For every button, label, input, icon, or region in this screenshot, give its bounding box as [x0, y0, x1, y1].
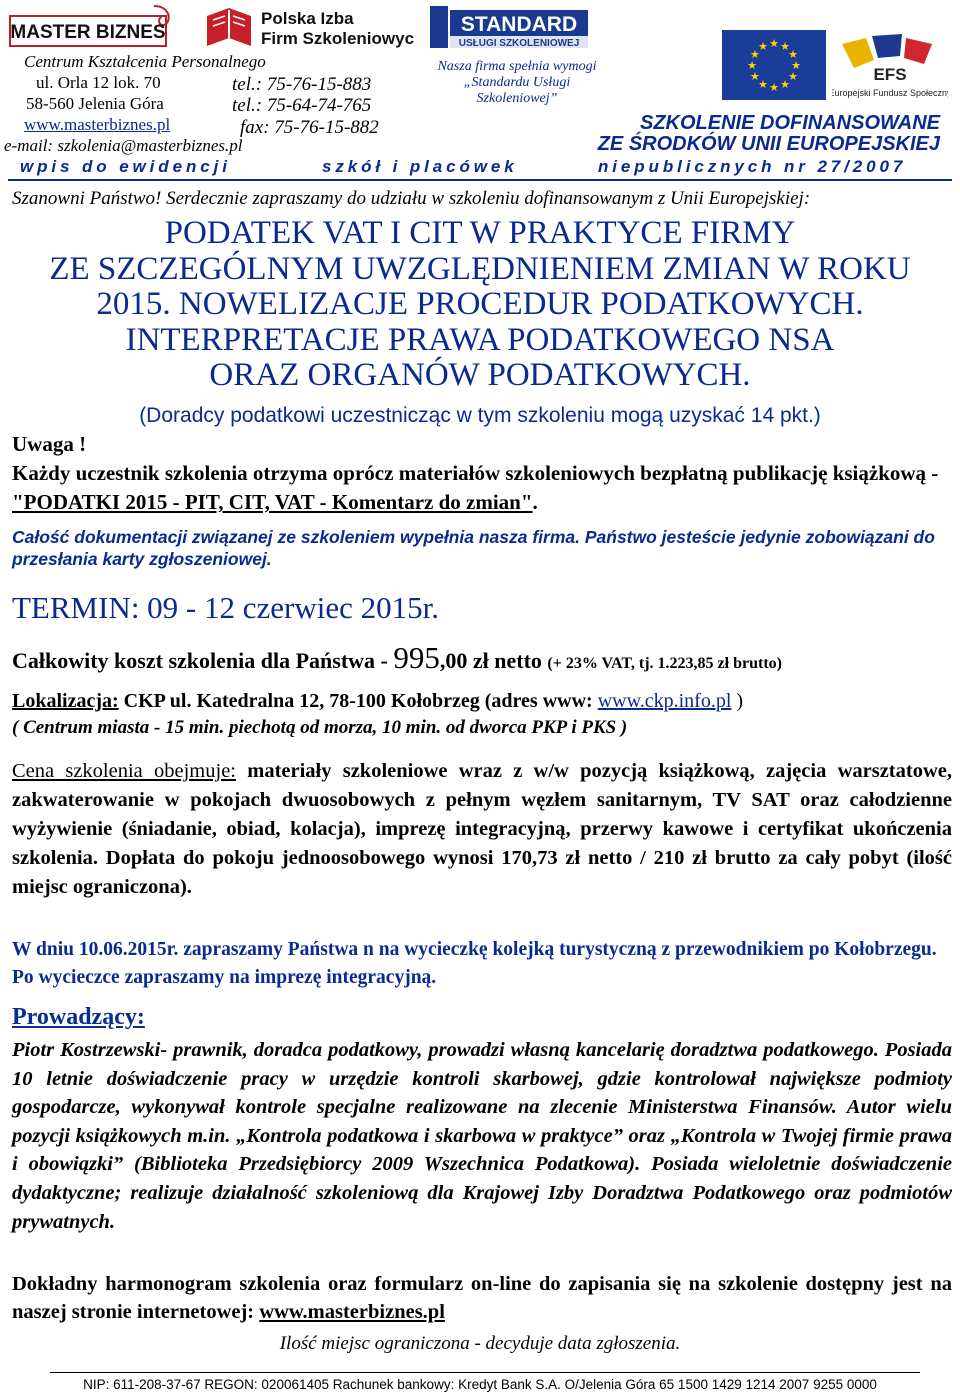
eu-star-icon: ★ [747, 60, 757, 72]
location-address: CKP ul. Katedralna 12, 78-100 Kołobrzeg (adres www: [118, 690, 598, 712]
email-text: e-mail: szkolenia@masterbiznes.pl [4, 136, 243, 155]
efs-text-1: Europejski Fundusz Społeczny [832, 88, 948, 98]
publication-title: "PODATKI 2015 - PIT, CIT, VAT - Komentarz do zmian" [12, 490, 533, 514]
footer-company-details: NIP: 611-208-37-67 REGON: 020061405 Rachunek bankowy: Kredyt Bank S.A. O/Jelenia Góra 65 1500 1429 1214 2007 9255 0000 [83, 1377, 877, 1392]
location-close: ) [731, 690, 744, 712]
phone-2: tel.: 75-64-74-765 [232, 95, 372, 116]
free-publication-end: . [532, 490, 538, 514]
eu-star-icon: ★ [769, 82, 779, 94]
course-dates: TERMIN: 09 - 12 czerwiec 2015r. [12, 590, 439, 625]
location [12, 690, 743, 713]
header-divider [8, 179, 952, 181]
standard-subtext: USŁUGI SZKOLENIOWEJ [458, 38, 580, 48]
location-distance: ( Centrum miasta - 15 min. piechotą od morza, 10 min. od dworca PKP i PKS ) [12, 717, 628, 738]
standard-note-line1: Nasza firma spełnia wymogi [437, 59, 597, 74]
location-label: Lokalizacja: [12, 690, 119, 712]
pifs-text-1: Polska Izba [261, 9, 354, 28]
website-link[interactable]: www.masterbiznes.pl [24, 115, 171, 134]
price-includes [12, 757, 952, 902]
cofinancing-line2: ZE ŚRODKÓW UNII EUROPEJSKIEJ [597, 133, 940, 155]
standard-text: STANDARD [460, 13, 578, 36]
attention-label: Uwaga ! [12, 432, 87, 456]
city: 58-560 Jelenia Góra [26, 94, 164, 113]
fax: fax: 75-76-15-882 [240, 117, 379, 138]
free-publication-intro: Każdy uczestnik szkolenia otrzyma oprócz materiałów szkoleniowych bezpłatną publikację książkową - [12, 461, 939, 485]
eu-star-icon: ★ [749, 71, 760, 83]
phone-1: tel.: 75-76-15-883 [232, 74, 372, 95]
footer-divider [50, 1372, 920, 1373]
schedule-text: Dokładny harmonogram szkolenia oraz formularz on-line do zapisania się na szkolenie dostępny jest na naszej stronie internetowej: [12, 1273, 952, 1323]
street: ul. Orla 12 lok. 70 [36, 73, 161, 92]
registry-part-a: wpis do ewidencji [20, 157, 231, 176]
registry-part-b: szkół i placówek [322, 157, 518, 176]
standard-logo [430, 6, 590, 48]
excursion-note: W dniu 10.06.2015r. zapraszamy Państwa n na wycieczkę kolejką turystyczną z przewodnikiem po Kołobrzegu. Po wycieczce zapraszamy na imprezę integracyjną. [12, 939, 937, 988]
cost-gross: (+ 23% VAT, tj. 1.223,85 zł brutto) [547, 655, 782, 672]
title-line: 2015. NOWELIZACJE PROCEDUR PODATKOWYCH. [96, 286, 864, 322]
advisor-points-note: (Doradcy podatkowi uczestnicząc w tym szkoleniu mogą uzyskać 14 pkt.) [139, 404, 821, 427]
cost-label: Całkowity koszt szkolenia dla Państwa - [12, 648, 394, 673]
eu-flag-logo [722, 30, 826, 100]
cost-net: ,00 zł netto [439, 648, 548, 673]
trainer-heading: Prowadzący: [12, 1004, 145, 1030]
price-includes-label: Cena szkolenia obejmuje: [12, 760, 236, 782]
registration-link[interactable]: www.masterbiznes.pl [259, 1301, 445, 1323]
eu-star-icon: ★ [769, 38, 779, 50]
org-name: Centrum Kształcenia Personalnego [24, 52, 266, 71]
price-includes-text: materiały szkoleniowe wraz z w/w pozycją książkową, zajęcia warsztatowe, zakwaterowanie w pokojach dwuosobowych z pełnym węzłem sanitarnym, TV SAT oraz całodzienne wyżywienie (śniadanie, obiad, kolacja), imprezę integracyjną, przerwy kawowe i certyfikat ukończenia szkolenia. Dopłata do pokoju jednoosobowego wynosi 170,73 zł netto / 210 zł brutto za cały pobyt (ilość miejsc ograniczona). [12, 760, 952, 898]
course-cost [12, 640, 782, 676]
eu-star-icon: ★ [758, 40, 768, 53]
greeting-invitation: Serdecznie zapraszamy do udziału w szkoleniu dofinansowanym z Unii Europejskiej: [161, 188, 811, 209]
greeting-salutation: Szanowni Państwo! [12, 188, 162, 209]
free-publication-text [12, 459, 952, 517]
eu-star-icon: ★ [758, 79, 768, 92]
course-title [0, 216, 960, 394]
cost-price: 995 [393, 640, 440, 675]
standard-note [428, 59, 606, 107]
eu-star-icon: ★ [749, 49, 760, 61]
title-line: ZE SZCZEGÓLNYM UWZGLĘDNIENIEM ZMIAN W ROKU [49, 250, 911, 287]
cofinancing-line1: SZKOLENIE DOFINANSOWANE [639, 112, 940, 134]
eu-star-icon: ★ [788, 71, 799, 83]
standard-note-line2: „Standardu Usługi Szkoleniowej” [463, 75, 571, 106]
schedule-note [12, 1270, 952, 1326]
limited-seats-note: Ilość miejsc ograniczona - decyduje data zgłoszenia. [279, 1333, 681, 1354]
efs-logo [832, 30, 948, 102]
master-biznes-logo [8, 2, 178, 52]
cofinancing-banner [598, 113, 940, 155]
title-line: PODATEK VAT I CIT W PRAKTYCE FIRMY [164, 215, 796, 251]
eu-star-icon: ★ [780, 40, 790, 53]
greeting [12, 188, 810, 210]
pifs-text-2: Firm Szkoleniowych [261, 29, 415, 48]
efs-mark-text: EFS [873, 65, 907, 84]
eu-star-icon: ★ [788, 49, 799, 61]
eu-star-icon: ★ [780, 79, 790, 92]
master-biznes-text: MASTER BIZNES [10, 22, 166, 43]
documentation-note: Całość dokumentacji związanej ze szkoleniem wypełnia nasza firma. Państwo jesteście jedynie zobowiązani do przesłania karty zgłoszeniowej. [12, 527, 935, 569]
title-line: ORAZ ORGANÓW PODATKOWYCH. [209, 357, 751, 393]
eu-star-icon: ★ [791, 60, 801, 72]
trainer-bio: Piotr Kostrzewski- prawnik, doradca podatkowy, prowadzi własną kancelarię doradztwa podatkowego. Posiada 10 letnie doświadczenie pracy w urzędzie kontroli skarbowej, gdzie kontrolował największe podmioty gospodarcze, wykonywał kontrole specjalne realizowane na zlecenie Ministerstwa Finansów. Autor wielu pozycji książkowych m.in. „Kontrola podatkowa i skarbowa w praktyce” oraz „Kontrola w Twojej firmie prawa i obowiązki” (Biblioteka Przedsiębiorcy 2009 Wszechnica Podatkowa). Posiada wieloletnie doświadczenie dydaktyczne; realizuje działalność szkoleniową dla Krajowej Izby Doradztwa Podatkowego oraz podmiotów prywatnych. [12, 1039, 952, 1233]
venue-link[interactable]: www.ckp.info.pl [597, 690, 732, 712]
pifs-logo [205, 4, 415, 50]
title-line: INTERPRETACJE PRAWA PODATKOWEGO NSA [125, 321, 835, 358]
registry-part-c: niepublicznych nr 27/2007 [598, 157, 907, 176]
